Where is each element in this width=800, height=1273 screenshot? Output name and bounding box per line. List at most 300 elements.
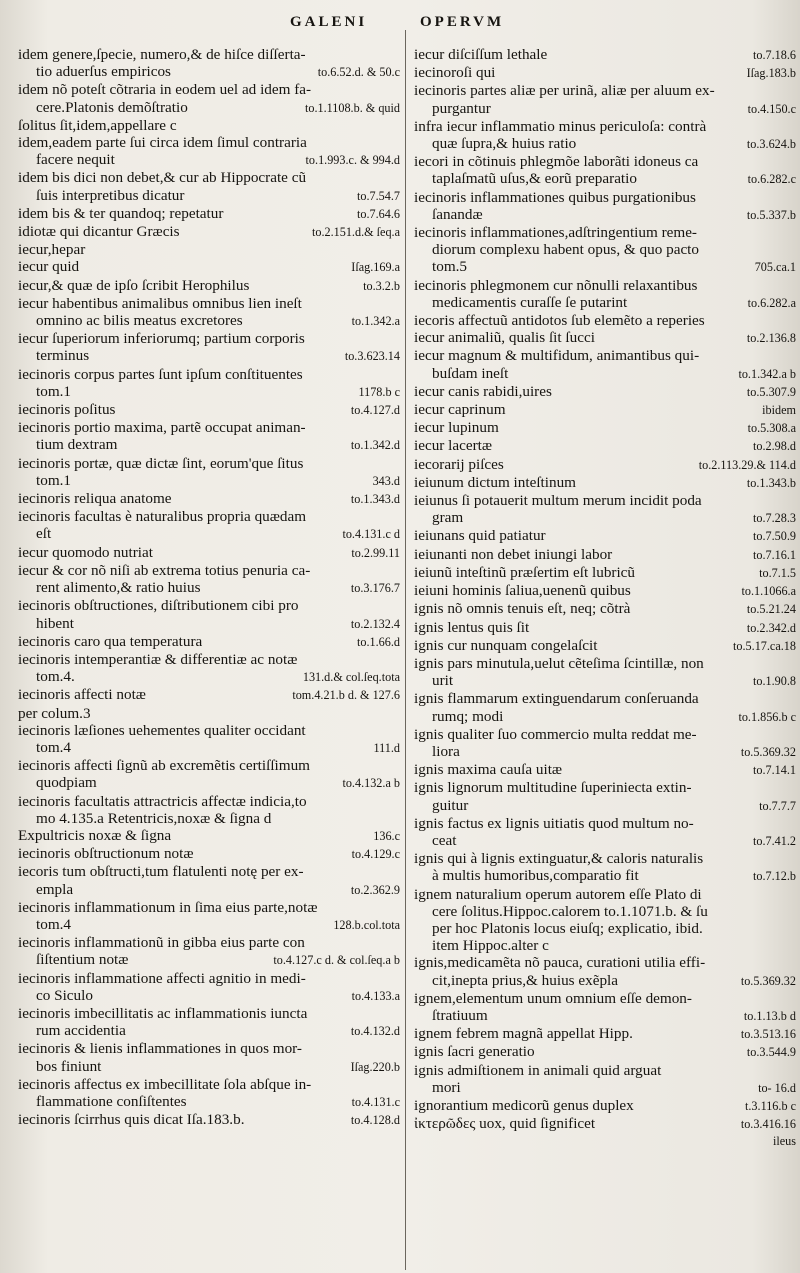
entry-reference: to.1.856.b c (738, 709, 796, 724)
entry-reference: to.5.17.ca.18 (733, 638, 796, 653)
entry-line (18, 205, 400, 223)
index-entry (414, 582, 796, 600)
entry-line (414, 937, 796, 954)
entry-line (414, 1079, 796, 1097)
entry-text: iecinoris inflammatione affecti agnitio in medi- (18, 969, 306, 987)
header-right: OPERVM (420, 14, 505, 30)
entry-text: ſuis interpretibus dicatur (36, 186, 185, 204)
index-entry (414, 655, 796, 690)
entry-line (18, 774, 400, 792)
entry-line (18, 63, 400, 81)
entry-text: ceat (432, 831, 457, 849)
index-entry (414, 347, 796, 382)
entry-text: infra iecur inflammatio minus periculoſa: contrà (414, 117, 707, 135)
entry-line (18, 117, 400, 134)
index-entry (18, 544, 400, 562)
index-entry (18, 970, 400, 1005)
entry-text: ignem naturalium operum autorem eſſe Plato di (414, 885, 702, 903)
index-entry (414, 564, 796, 582)
entry-text: iecoris tum obſtructi,tum flatulenti notę per ex- (18, 863, 304, 881)
entry-line (18, 508, 400, 525)
entry-text: hibent (36, 614, 74, 632)
index-entry (18, 562, 400, 597)
entry-text: iecinoris inflammationum in ſima eius parte,notæ (18, 898, 318, 916)
entry-reference: to.4.132.d (350, 1024, 400, 1039)
entry-line (18, 686, 400, 704)
entry-reference: to.3.416.16 (740, 1117, 796, 1132)
entry-text: iecorarij piſces (414, 455, 504, 473)
index-entry (414, 189, 796, 224)
entry-line (414, 690, 796, 707)
header-left: GALENI (290, 14, 368, 30)
entry-line (18, 347, 400, 365)
entry-line (18, 739, 400, 757)
entry-line (18, 46, 400, 63)
index-entry (414, 726, 796, 761)
entry-line (414, 726, 796, 743)
entry-line (18, 169, 400, 186)
entry-line (18, 793, 400, 810)
entry-text: ignem,elementum unum omnium eſſe demon- (414, 989, 692, 1007)
entry-line (18, 258, 400, 276)
entry-text: tio aduerſus empiricos (36, 63, 171, 81)
entry-line (18, 383, 400, 401)
index-entry (414, 954, 796, 989)
entry-text: ignis factus ex lignis uitiatis quod multum no- (414, 814, 694, 832)
index-entry (414, 600, 796, 618)
entry-text: purgantur (432, 99, 491, 117)
entry-line (414, 258, 796, 276)
entry-text: idem bis & ter quandoq; repetatur (18, 204, 224, 222)
entry-line (18, 722, 400, 739)
entry-line (18, 81, 400, 98)
entry-text: iecur quomodo nutriat (18, 543, 153, 561)
entry-line (18, 1111, 400, 1129)
entry-line (414, 135, 796, 153)
entry-reference: to.1.993.c. & 994.d (305, 153, 400, 168)
entry-reference: to.5.307.9 (746, 384, 796, 399)
entry-reference: to.7.14.1 (753, 763, 796, 778)
entry-text: iecinoris imbecillitatis ac inflammationis iuncta (18, 1004, 308, 1022)
entry-line (414, 867, 796, 885)
entry-reference: 136.c (373, 828, 400, 843)
entry-text: urit (432, 672, 454, 690)
entry-text: iecinoris obſtructiones, diſtributionem cibi pro (18, 597, 299, 615)
index-entry (414, 619, 796, 637)
entry-text: idem bis dici non debet,& cur ab Hippocrate cũ (18, 169, 307, 187)
entry-text: quodpiam (36, 774, 97, 792)
entry-reference: to.2.151.d.& ſeq.a (311, 225, 400, 240)
entry-line (18, 330, 400, 347)
entry-reference: to.4.131.c d (342, 527, 400, 542)
entry-text: iecinoris facultatis attractricis affectæ indicia,to (18, 792, 307, 810)
entry-reference: to.2.362.9 (350, 882, 400, 897)
entry-reference: to.4.150.c (747, 101, 796, 116)
entry-line (414, 118, 796, 135)
index-entry (18, 1040, 400, 1075)
entry-text: iecur animaliũ, qualis ſit ſucci (414, 329, 595, 347)
entry-reference: to.1.342.d (350, 438, 400, 453)
entry-text: idem,eadem parte ſui circa idem ſimul contraria (18, 134, 307, 152)
entry-line (18, 366, 400, 383)
entry-text: liora (432, 742, 460, 760)
entry-line (414, 903, 796, 920)
entry-text: iecinoris affectus ex imbecillitate ſola abſque in- (18, 1075, 312, 1093)
index-entry (414, 815, 796, 850)
index-entry (414, 329, 796, 347)
entry-text: idem nõ poteſt cõtraria in eodem uel ad idem fa- (18, 81, 312, 99)
entry-line (18, 970, 400, 987)
entry-line (18, 916, 400, 934)
entry-line (18, 1005, 400, 1022)
entry-reference: to.7.50.9 (753, 529, 796, 544)
index-entry (414, 456, 796, 474)
entry-text: iecur,& quæ de ipſo ſcribit Herophilus (18, 276, 250, 294)
column-divider (405, 30, 406, 1270)
entry-text: mo 4.135.a Retentricis,noxæ & ſigna d (36, 809, 272, 827)
entry-text: ſolitus ſit,idem,appellare c (18, 116, 177, 134)
entry-text: cit,inepta prius,& huius exẽpla (432, 971, 619, 989)
entry-text: iecinoris reliqua anatome (18, 490, 172, 508)
index-entry (18, 793, 400, 827)
index-entry (18, 827, 400, 845)
index-entry (414, 1025, 796, 1043)
entry-text: ignis,medicamẽta nõ pauca, curationi utilia effi- (414, 954, 706, 972)
entry-text: rent alimento,& ratio huius (36, 579, 201, 597)
entry-text: tom.4. (36, 668, 75, 686)
entry-text: iecur lacertæ (414, 437, 492, 455)
entry-reference: to.7.16.1 (753, 547, 796, 562)
entry-line (414, 401, 796, 419)
entry-text: iecinoroſi qui (414, 64, 496, 82)
index-entry (18, 899, 400, 934)
entry-line (414, 954, 796, 971)
entry-line (414, 224, 796, 241)
entry-text: iecinoris obſtructionum notæ (18, 845, 194, 863)
entry-line (414, 492, 796, 509)
entry-line (18, 668, 400, 686)
entry-reference: ileus (772, 1134, 796, 1149)
entry-reference: 343.d (372, 473, 400, 488)
entry-text: iecur habentibus animalibus omnibus lien ineſt (18, 294, 302, 312)
entry-line (18, 277, 400, 295)
entry-text: iecur ſuperiorum inferiorumq; partium corporis (18, 330, 305, 348)
entry-line (414, 1025, 796, 1043)
index-entry (18, 330, 400, 365)
entry-text: ieiunanti non debet iniungi labor (414, 545, 613, 563)
entry-line (18, 187, 400, 205)
entry-reference: to.5.337.b (746, 207, 796, 222)
entry-text: buſdam ineſt (432, 364, 509, 382)
entry-text: ignis qui à lignis extinguatur,& caloris naturalis (414, 850, 704, 868)
entry-reference: to.7.1.5 (759, 565, 796, 580)
entry-line (18, 1093, 400, 1111)
entry-reference: t.3.116.b c (745, 1098, 796, 1113)
index-entry (414, 527, 796, 545)
entry-line (414, 347, 796, 364)
entry-text: tom.1 (36, 382, 72, 400)
entry-text: iecinoris phlegmonem cur nõnulli relaxantibus (414, 276, 698, 294)
entry-text: ignis lentus quis ſit (414, 618, 530, 636)
entry-line (414, 637, 796, 655)
right-column (414, 46, 796, 1151)
entry-reference: to.4.133.a (351, 988, 400, 1003)
entry-line (414, 546, 796, 564)
index-entry (414, 118, 796, 153)
entry-line (414, 509, 796, 527)
entry-text: Expultricis noxæ & ſigna (18, 826, 172, 844)
entry-reference: to.6.52.d. & 50.c (317, 65, 400, 80)
entry-text: idiotæ qui dicantur Græcis (18, 223, 180, 241)
entry-text: iecur canis rabidi,uires (414, 382, 552, 400)
entry-text: diorum complexu habent opus, & quo pacto (432, 241, 699, 259)
entry-reference: to.5.369.32 (740, 744, 796, 759)
entry-reference: 705.ca.1 (754, 260, 796, 275)
entry-text: ignem febrem magnã appellat Hipp. (414, 1025, 633, 1043)
entry-line (414, 456, 796, 474)
entry-text: gram (432, 509, 464, 527)
entry-line (414, 619, 796, 637)
entry-line (414, 365, 796, 383)
entry-text: eſt (36, 525, 52, 543)
index-entry (414, 383, 796, 401)
index-entry (414, 1062, 796, 1097)
entry-reference: ibidem (762, 403, 796, 418)
entry-text: iecur diſciſſum lethale (414, 46, 548, 63)
entry-line (414, 761, 796, 779)
entry-reference: to.1.13.b d (743, 1008, 796, 1023)
entry-line (414, 82, 796, 99)
entry-reference: to.3.513.16 (740, 1027, 796, 1042)
entry-text: ſiſtentium notæ (36, 951, 129, 969)
entry-line (414, 312, 796, 329)
entry-line (414, 1043, 796, 1061)
entry-text: item Hippoc.alter c (432, 937, 549, 955)
entry-line (18, 934, 400, 951)
entry-reference: to.2.113.29.& 114.d (698, 457, 796, 472)
entry-text: iecinoris & lienis inflammationes in quos mor- (18, 1040, 302, 1058)
entry-line (18, 597, 400, 614)
entry-text: terminus (36, 347, 90, 365)
index-entry (18, 845, 400, 863)
entry-text: ignis cur nunquam congelaſcit (414, 636, 598, 654)
entry-text: iecur magnum & multifidum, animantibus qui- (414, 347, 700, 365)
entry-line (414, 383, 796, 401)
entry-reference: to.2.98.d (753, 439, 796, 454)
entry-text: ἰκτερῶδες uox, quid ſignificet (414, 1115, 596, 1133)
entry-line (414, 886, 796, 903)
entry-line (414, 170, 796, 188)
index-entry (18, 757, 400, 792)
entry-line (18, 544, 400, 562)
entry-text: ieiunans quid patiatur (414, 527, 546, 545)
entry-reference: to.1.66.d (357, 634, 400, 649)
index-entry (414, 850, 796, 885)
index-entry (18, 169, 400, 204)
index-entry (18, 705, 400, 722)
entry-line (414, 64, 796, 82)
entry-line (414, 206, 796, 224)
entry-reference: to.1.343.b (746, 475, 796, 490)
entry-line (18, 525, 400, 543)
entry-line (414, 743, 796, 761)
entry-text: ieiunũ inteſtinũ præſertim eſt lubricũ (414, 563, 636, 581)
entry-line (414, 189, 796, 206)
entry-text: ignorantium medicorũ genus duplex (414, 1096, 634, 1114)
index-entry (18, 1076, 400, 1111)
entry-reference: 1178.b c (358, 384, 400, 399)
entry-line (414, 153, 796, 170)
entry-text: idem genere,ſpecie, numero,& de hiſce diſſerta- (18, 46, 306, 63)
entry-text: iecur caprinum (414, 401, 506, 419)
index-entry (414, 886, 796, 955)
entry-reference: to.1.342.a b (738, 366, 796, 381)
entry-text: ieiuni hominis ſaliua,uenenũ quibus (414, 582, 631, 600)
entry-text: à multis humoribus,comparatio fit (432, 867, 639, 885)
entry-reference: to.4.127.c d. & col.ſeq.a b (273, 953, 400, 968)
entry-text: iecinoris portæ, quæ dictæ ſint, eorum'que ſitus (18, 454, 304, 472)
index-entry (18, 134, 400, 169)
entry-text: ignis admiſtionem in animali quid arguat (414, 1061, 662, 1079)
entry-text: iecinoris facultas è naturalibus propria quædam (18, 508, 307, 526)
index-entry (414, 474, 796, 492)
entry-text: ignis flammarum extinguendarum conſeruanda (414, 690, 699, 708)
index-entry (18, 81, 400, 116)
entry-line (18, 810, 400, 827)
entry-line (414, 1062, 796, 1079)
entry-line (18, 651, 400, 668)
entry-line (18, 1076, 400, 1093)
entry-line (18, 223, 400, 241)
entry-line (414, 972, 796, 990)
index-entry (414, 277, 796, 312)
entry-line (414, 1007, 796, 1025)
index-entry (18, 117, 400, 134)
entry-line (414, 241, 796, 258)
entry-line (18, 863, 400, 880)
entry-text: iecur quid (18, 258, 80, 276)
entry-reference: to.4.127.d (350, 403, 400, 418)
index-entry (18, 241, 400, 258)
entry-line (18, 455, 400, 472)
entry-line (18, 99, 400, 117)
entry-line (414, 832, 796, 850)
entry-text: per hoc Platonis locus eiuſq; explicatio, ibid. (432, 919, 703, 937)
entry-text: iecinoris portio maxima, partẽ occupat animan- (18, 419, 306, 437)
entry-line (414, 582, 796, 600)
entry-text: empla (36, 880, 74, 898)
index-entry (18, 508, 400, 543)
entry-line (18, 705, 400, 722)
entry-line (18, 312, 400, 330)
entry-reference: to.7.7.7 (759, 798, 796, 813)
entry-line (414, 797, 796, 815)
index-entry (414, 492, 796, 527)
entry-text: iecinoris partes aliæ per urinã, aliæ per aluum ex- (414, 82, 715, 100)
entry-text: guitur (432, 796, 469, 814)
entry-line (414, 1097, 796, 1115)
index-entry (18, 490, 400, 508)
index-entry (18, 1111, 400, 1129)
entry-text: iecinoris læſiones uehementes qualiter occidant (18, 721, 306, 739)
entry-reference: to.1.1108.b. & quid (304, 100, 400, 115)
index-entry (414, 637, 796, 655)
entry-line (18, 615, 400, 633)
entry-line (18, 951, 400, 969)
entry-text: iecur & cor nõ niſi ab extrema totius penuria ca- (18, 561, 311, 579)
entry-text: rumq; modi (432, 707, 504, 725)
index-entry (18, 455, 400, 490)
entry-text: iecoris affectuũ antidotos ſub elemẽto a reperies (414, 312, 705, 330)
entry-line (18, 881, 400, 899)
entry-text: quæ ſupra,& huius ratio (432, 135, 577, 153)
entry-line (18, 151, 400, 169)
entry-text: iecinoris corpus partes ſunt ipſum conſtituentes (18, 365, 303, 383)
entry-line (414, 779, 796, 796)
entry-line (414, 708, 796, 726)
entry-line (414, 474, 796, 492)
entry-reference: to.7.41.2 (753, 833, 796, 848)
index-entry (18, 295, 400, 330)
left-column (18, 46, 400, 1129)
index-entry (414, 990, 796, 1025)
index-entry (18, 223, 400, 241)
entry-text: iecinoris poſitus (18, 401, 116, 419)
entry-line (18, 562, 400, 579)
entry-reference: to.3.176.7 (350, 581, 400, 596)
entry-reference: to.7.28.3 (753, 511, 796, 526)
entry-line (414, 850, 796, 867)
entry-text: rum accidentia (36, 1022, 126, 1040)
entry-line (414, 419, 796, 437)
entry-line (18, 134, 400, 151)
entry-text: bos finiunt (36, 1057, 102, 1075)
entry-text: ſanandæ (432, 205, 483, 223)
entry-reference: to.2.136.8 (746, 331, 796, 346)
entry-line (414, 437, 796, 455)
entry-text: ignis ſacri generatio (414, 1043, 535, 1061)
entry-reference: to.7.18.6 (753, 48, 796, 62)
entry-line (18, 987, 400, 1005)
index-entry (414, 437, 796, 455)
index-entry (18, 686, 400, 704)
index-entry (414, 1133, 796, 1150)
entry-reference: tom.4.21.b d. & 127.6 (292, 688, 400, 703)
entry-text: iecinoris intemperantiæ & differentiæ ac notæ (18, 650, 298, 668)
entry-text: ignis maxima cauſa uitæ (414, 761, 563, 779)
index-entry (414, 1097, 796, 1115)
running-header (0, 14, 800, 40)
entry-line (414, 655, 796, 672)
entry-line (18, 472, 400, 490)
index-entry (18, 597, 400, 632)
entry-reference: to.1.90.8 (753, 674, 796, 689)
entry-reference: to.2.132.4 (350, 616, 400, 631)
entry-reference: to.4.129.c (351, 847, 400, 862)
entry-text: co Siculo (36, 986, 93, 1004)
entry-reference: 128.b.col.tota (333, 917, 400, 932)
entry-line (414, 990, 796, 1007)
index-entry (18, 934, 400, 969)
entry-text: iecinoris inflammationes quibus purgationibus (414, 188, 696, 206)
entry-text: iecori in cõtinuis phlegmõe laborãti idoneus ca (414, 153, 699, 171)
entry-text: omnino ac bilis meatus excretores (36, 312, 243, 330)
entry-line (18, 845, 400, 863)
entry-reference: to.6.282.c (747, 172, 796, 187)
entry-reference: to.5.308.a (747, 421, 796, 436)
entry-line (18, 827, 400, 845)
index-entry (414, 64, 796, 82)
